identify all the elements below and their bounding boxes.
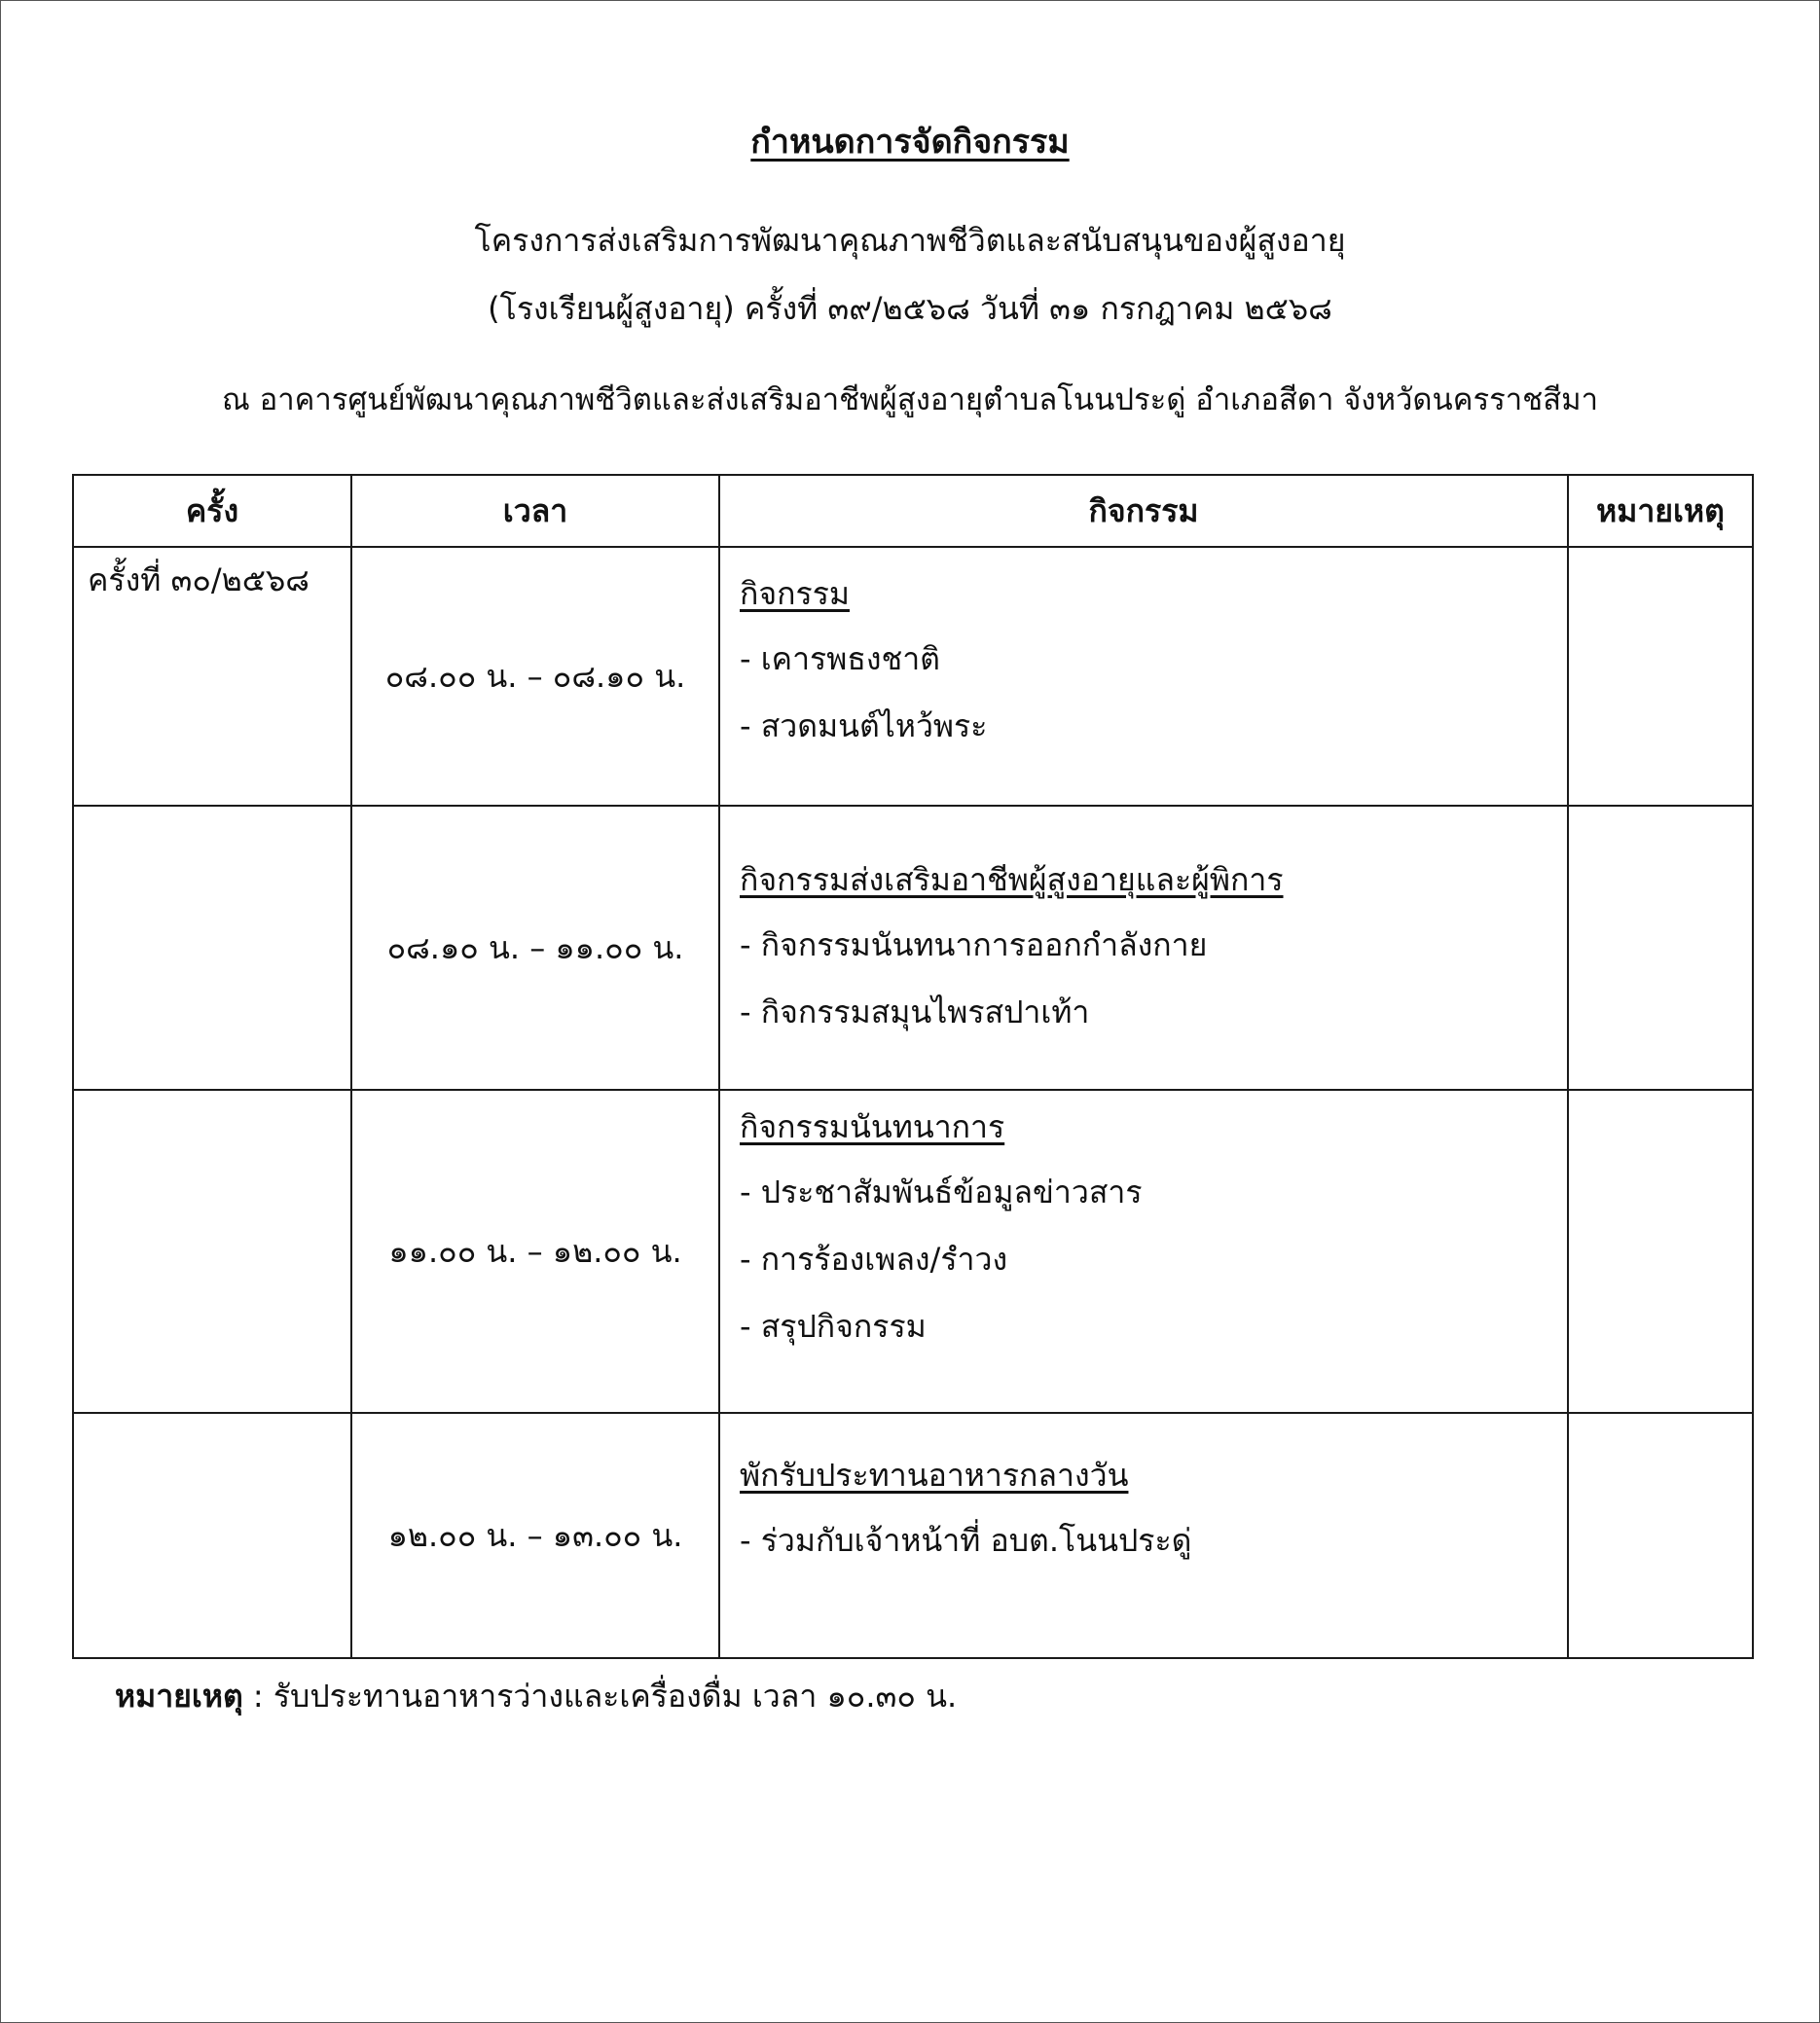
- header-note: หมายเหตุ: [1568, 475, 1753, 547]
- activity-item: - กิจกรรมสมุนไพรสปาเท้า: [740, 993, 1090, 1030]
- time-cell: ๐๘.๐๐ น. – ๐๘.๑๐ น.: [351, 547, 719, 806]
- note-cell: [1568, 1413, 1753, 1658]
- activity-cell: [719, 1413, 1568, 1658]
- table-row: [73, 1413, 1753, 1658]
- activity-item: - การร้องเพลง/รำวง: [740, 1241, 1008, 1278]
- activity-item: - สรุปกิจกรรม: [740, 1308, 927, 1345]
- round-cell: [73, 1413, 351, 1658]
- table-header-row: [73, 475, 1753, 547]
- footer-label: หมายเหตุ: [115, 1678, 243, 1715]
- time-cell: ๑๒.๐๐ น. – ๑๓.๐๐ น.: [351, 1413, 719, 1658]
- note-cell: [1568, 547, 1753, 806]
- activity-cell: [719, 806, 1568, 1090]
- table-row: [73, 1090, 1753, 1413]
- activity-item: - เคารพธงชาติ: [740, 640, 940, 677]
- activity-item: - ร่วมกับเจ้าหน้าที่ อบต.โนนประดู่: [740, 1522, 1192, 1559]
- note-cell: [1568, 806, 1753, 1090]
- schedule-table: [72, 474, 1754, 1659]
- session-date-line: (โรงเรียนผู้สูงอายุ) ครั้งที่ ๓๙/๒๕๖๘ วันที่ ๓๑ กรกฎาคม ๒๕๖๘: [488, 290, 1332, 327]
- activity-item: - ประชาสัมพันธ์ข้อมูลข่าวสาร: [740, 1174, 1143, 1210]
- activity-item: - สวดมนต์ไหว้พระ: [740, 707, 988, 744]
- header-activity: กิจกรรม: [719, 475, 1568, 547]
- time-cell: ๐๘.๑๐ น. – ๑๑.๐๐ น.: [351, 806, 719, 1090]
- table-row: [73, 547, 1753, 806]
- round-cell: [73, 806, 351, 1090]
- table-row: [73, 806, 1753, 1090]
- footer-text: : รับประทานอาหารว่างและเครื่องดื่ม เวลา ๑๐.๓๐ น.: [242, 1678, 958, 1715]
- project-title: โครงการส่งเสริมการพัฒนาคุณภาพชีวิตและสนับสนุนของผู้สูงอายุ: [474, 222, 1346, 259]
- round-cell: ครั้งที่ ๓๐/๒๕๖๘: [73, 547, 351, 806]
- document-title: กำหนดการจัดกิจกรรม: [750, 123, 1070, 162]
- round-cell: [73, 1090, 351, 1413]
- activity-cell: [719, 547, 1568, 806]
- activity-heading: กิจกรรมส่งเสริมอาชีพผู้สูงอายุและผู้พิการ: [740, 861, 1284, 898]
- header-round: ครั้ง: [73, 475, 351, 547]
- activity-item: - กิจกรรมนันทนาการออกกำลังกาย: [740, 926, 1208, 963]
- time-cell: ๑๑.๐๐ น. – ๑๒.๐๐ น.: [351, 1090, 719, 1413]
- activity-heading: กิจกรรมนันทนาการ: [740, 1108, 1005, 1145]
- footer-note: [115, 1672, 957, 1721]
- activity-cell: [719, 1090, 1568, 1413]
- note-cell: [1568, 1090, 1753, 1413]
- header-time: เวลา: [351, 475, 719, 547]
- activity-heading: พักรับประทานอาหารกลางวัน: [740, 1457, 1129, 1494]
- activity-heading: กิจกรรม: [740, 575, 850, 612]
- venue-line: ณ อาคารศูนย์พัฒนาคุณภาพชีวิตและส่งเสริมอาชีพผู้สูงอายุตำบลโนนประดู่ อำเภอสีดา จังหวัดนครราชสีมา: [222, 382, 1598, 417]
